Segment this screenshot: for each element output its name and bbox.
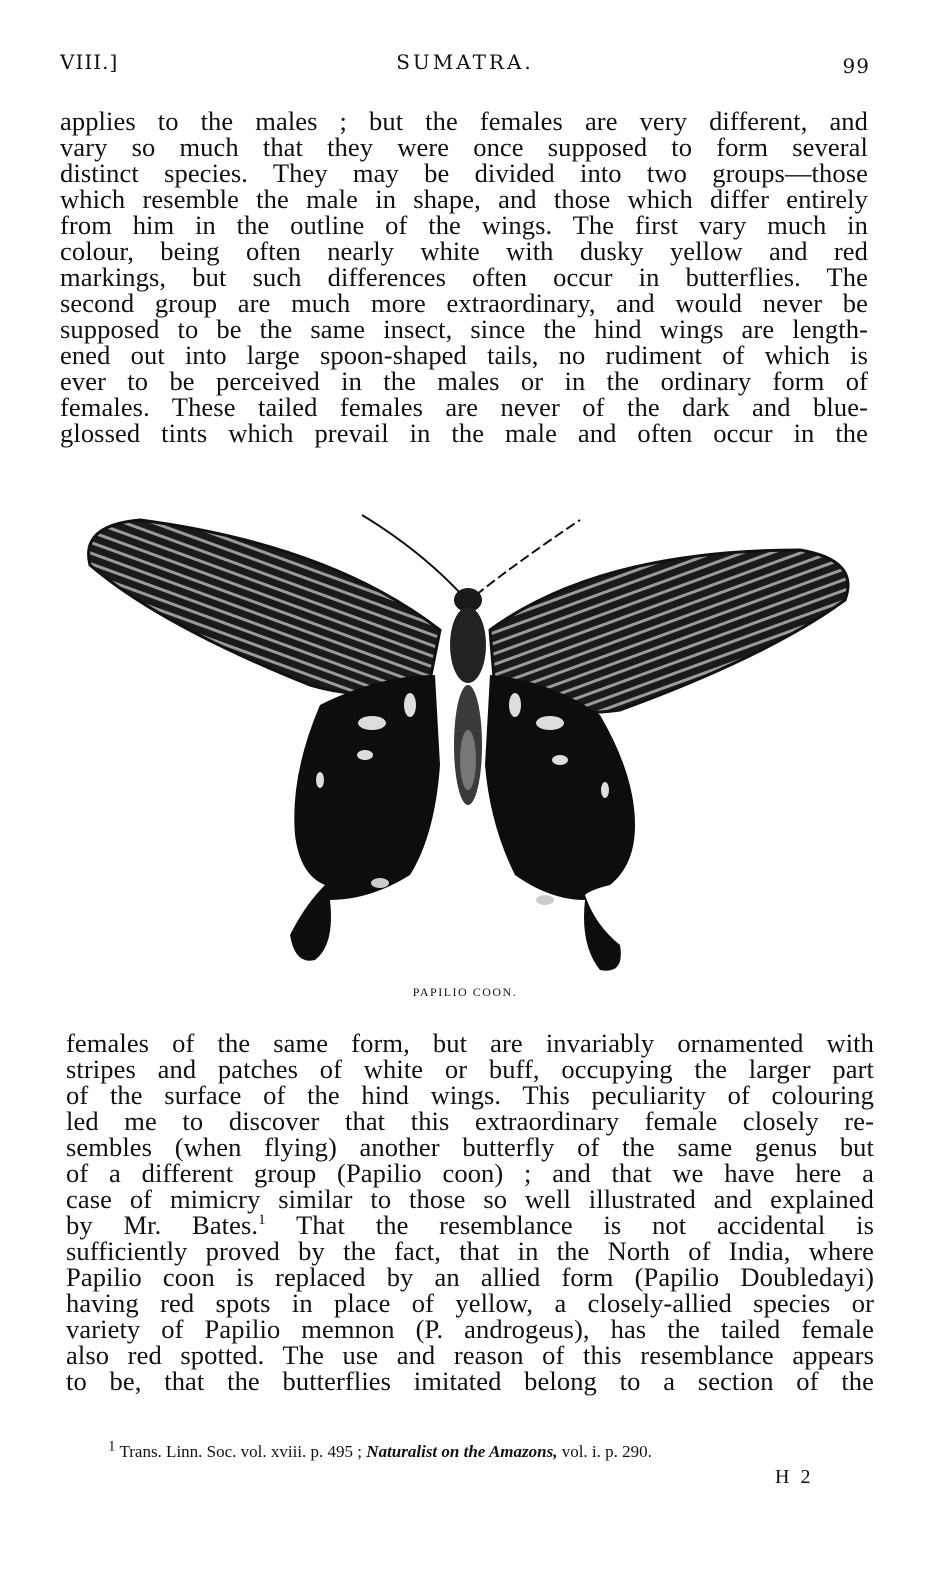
text-line: sembles (when flying) another butterfly of the same genus but	[66, 1132, 874, 1162]
text-line: colour, being often nearly white with dusky yellow and red	[60, 236, 868, 266]
text-line: case of mimicry similar to those so well illustrated and explained	[66, 1184, 874, 1214]
text-line: variety of Papilio memnon (P. androgeus), has the tailed female	[66, 1314, 874, 1344]
text-line: distinct species. They may be divided into two groups—those	[60, 158, 868, 188]
text-segment: by Mr. Bates.	[66, 1210, 259, 1240]
text-line: sufficiently proved by the fact, that in the North of India, where	[66, 1236, 874, 1266]
paragraph-top	[60, 108, 868, 446]
text-line: from him in the outline of the wings. The first vary much in	[60, 210, 868, 240]
text-line: supposed to be the same insect, since the hind wings are length-	[60, 314, 868, 344]
text-line: markings, but such differences often occur in butterflies. The	[60, 262, 868, 292]
running-head	[60, 50, 870, 80]
text-line: females. These tailed females are never of the dark and blue-	[60, 392, 868, 422]
text-line: Papilio coon is replaced by an allied form (Papilio Doubledayi)	[66, 1262, 874, 1292]
text-line: of the surface of the hind wings. This peculiarity of colouring	[66, 1080, 874, 1110]
butterfly-illustration-icon	[80, 505, 860, 980]
page-number: 99	[842, 54, 870, 78]
text-line: females of the same form, but are invariably ornamented with	[66, 1028, 874, 1058]
text-line: of a different group (Papilio coon) ; and that we have here a	[66, 1158, 874, 1188]
footnote	[108, 1438, 848, 1462]
text-line: second group are much more extraordinary, and would never be	[60, 288, 868, 318]
footnote-reference[interactable]: 1	[258, 1212, 266, 1229]
text-line: to be, that the butterflies imitated belong to a section of the	[66, 1366, 874, 1396]
text-line: glossed tints which prevail in the male and often occur in the	[60, 418, 868, 448]
signature-mark: H 2	[775, 1466, 814, 1488]
butterfly-figure	[80, 505, 860, 980]
text-line: stripes and patches of white or buff, occupying the larger part	[66, 1054, 874, 1084]
figure-caption: PAPILIO COON.	[412, 985, 518, 999]
running-title: SUMATRA.	[396, 50, 534, 74]
text-line: applies to the males ; but the females are very different, and	[60, 106, 868, 136]
text-line-with-footnote	[66, 1212, 874, 1238]
footnote-text: vol. i. p. 290.	[561, 1442, 652, 1461]
text-segment: That the resemblance is not accidental is	[296, 1210, 875, 1240]
footnote-book-title: Naturalist on the Amazons,	[366, 1442, 558, 1461]
chapter-number: VIII.]	[60, 50, 119, 74]
text-line: led me to discover that this extraordinary female closely re-	[66, 1106, 874, 1136]
footnote-marker: 1	[108, 1438, 116, 1455]
footnote-text: Trans. Linn. Soc. vol. xviii. p. 495 ;	[119, 1442, 363, 1461]
text-line: which resemble the male in shape, and those which differ entirely	[60, 184, 868, 214]
text-line: ever to be perceived in the males or in the ordinary form of	[60, 366, 868, 396]
text-line: also red spotted. The use and reason of this resemblance appears	[66, 1340, 874, 1370]
text-line: vary so much that they were once supposed to form several	[60, 132, 868, 162]
text-line: having red spots in place of yellow, a closely-allied species or	[66, 1288, 874, 1318]
paragraph-bottom	[66, 1030, 874, 1394]
text-line: ened out into large spoon-shaped tails, no rudiment of which is	[60, 340, 868, 370]
